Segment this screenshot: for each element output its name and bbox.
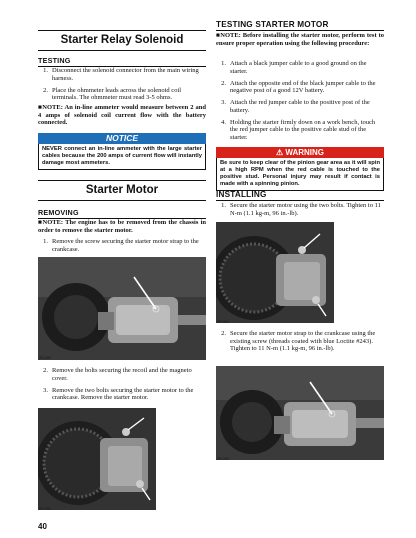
photo4-caption: ZR-282 bbox=[217, 457, 229, 461]
warning-box bbox=[216, 147, 384, 191]
warning-text: Be sure to keep clear of the pinion gear area as it will spin at a high RPM when the red cable is touched to the positive stud. Personal injury may result if contact is made with a spinning pinion. bbox=[216, 158, 384, 191]
list-item: 4. Holding the starter firmly down on a work bench, touch the red jumper cable to the positive cable stud of the starter. bbox=[221, 118, 376, 141]
list-item: 2. Secure the starter motor strap to the crankcase using the existing screw (threads coated with blue Loctite #243). Tighten to 11 N-m (1.1 kg-m, 96 in.-lb). bbox=[221, 330, 376, 352]
relay-section-title: Starter Relay Solenoid bbox=[38, 30, 206, 51]
testing-starter-heading: TESTING STARTER MOTOR bbox=[216, 20, 384, 31]
starter-test-steps bbox=[216, 60, 384, 146]
starter-strap-photo bbox=[38, 257, 206, 360]
photo1-caption: ZR-282 bbox=[39, 356, 51, 360]
list-item: 3. Remove the two bolts securing the starter motor to the crankcase. Remove the starter motor. bbox=[43, 386, 194, 401]
list-item: 1. Remove the screw securing the starter motor strap to the crankcase. bbox=[43, 238, 199, 253]
removing-heading: REMOVING bbox=[38, 208, 206, 219]
notice-label: NOTICE bbox=[38, 133, 206, 144]
engine-removal-note: ■NOTE: The engine has to be removed from the chassis in order to remove the starter motor. bbox=[38, 219, 206, 234]
install-step-2 bbox=[216, 330, 384, 357]
install-strap-photo bbox=[216, 366, 384, 460]
installing-heading: INSTALLING bbox=[216, 190, 384, 201]
testing-heading: TESTING bbox=[38, 56, 206, 67]
removing-step-1 bbox=[38, 238, 206, 258]
list-item: 2. Place the ohmmeter leads across the solenoid coil terminals. The ohmmeter must read 3-5 ohms. bbox=[43, 86, 182, 101]
notice-text: NEVER connect an in-line ammeter with the large starter cables because the 200 amps of current flow will instantly damage most ammeters. bbox=[38, 144, 206, 170]
list-item: 2. Remove the bolts securing the recoil and the magneto cover. bbox=[43, 367, 192, 382]
list-item: 2. Attach the opposite end of the black jumper cable to the negative post of a good 12V battery. bbox=[221, 79, 376, 94]
testing-steps-list bbox=[38, 67, 206, 106]
install-bolts-photo bbox=[216, 222, 334, 323]
removing-steps-list bbox=[38, 367, 206, 406]
ammeter-note: ■NOTE: An in-line ammeter would measure between 2 and 4 amps of solenoid coil current flow with the battery connected. bbox=[38, 104, 206, 127]
pre-install-note: ■NOTE: Before installing the starter motor, perform test to ensure proper operation using the following procedure: bbox=[216, 32, 384, 47]
photo3-caption: ZR-261 bbox=[217, 320, 229, 324]
photo2-caption: ZR-261 bbox=[39, 507, 51, 511]
page-number: 40 bbox=[38, 522, 47, 531]
list-item: 3. Attach the red jumper cable to the positive post of the battery. bbox=[221, 99, 370, 114]
starter-bolts-photo bbox=[38, 408, 156, 510]
list-item: 1. Disconnect the solenoid connector from the main wiring harness. bbox=[43, 67, 199, 82]
motor-section-title: Starter Motor bbox=[38, 180, 206, 201]
list-item: 1. Attach a black jumper cable to a good ground on the starter. bbox=[221, 60, 367, 75]
notice-box bbox=[38, 133, 206, 170]
install-step-1 bbox=[216, 202, 384, 222]
list-item: 1. Secure the starter motor using the two bolts. Tighten to 11 N-m (1.1 kg-m, 96 in.-lb). bbox=[221, 202, 381, 217]
warning-label: ⚠ WARNING bbox=[216, 147, 384, 158]
